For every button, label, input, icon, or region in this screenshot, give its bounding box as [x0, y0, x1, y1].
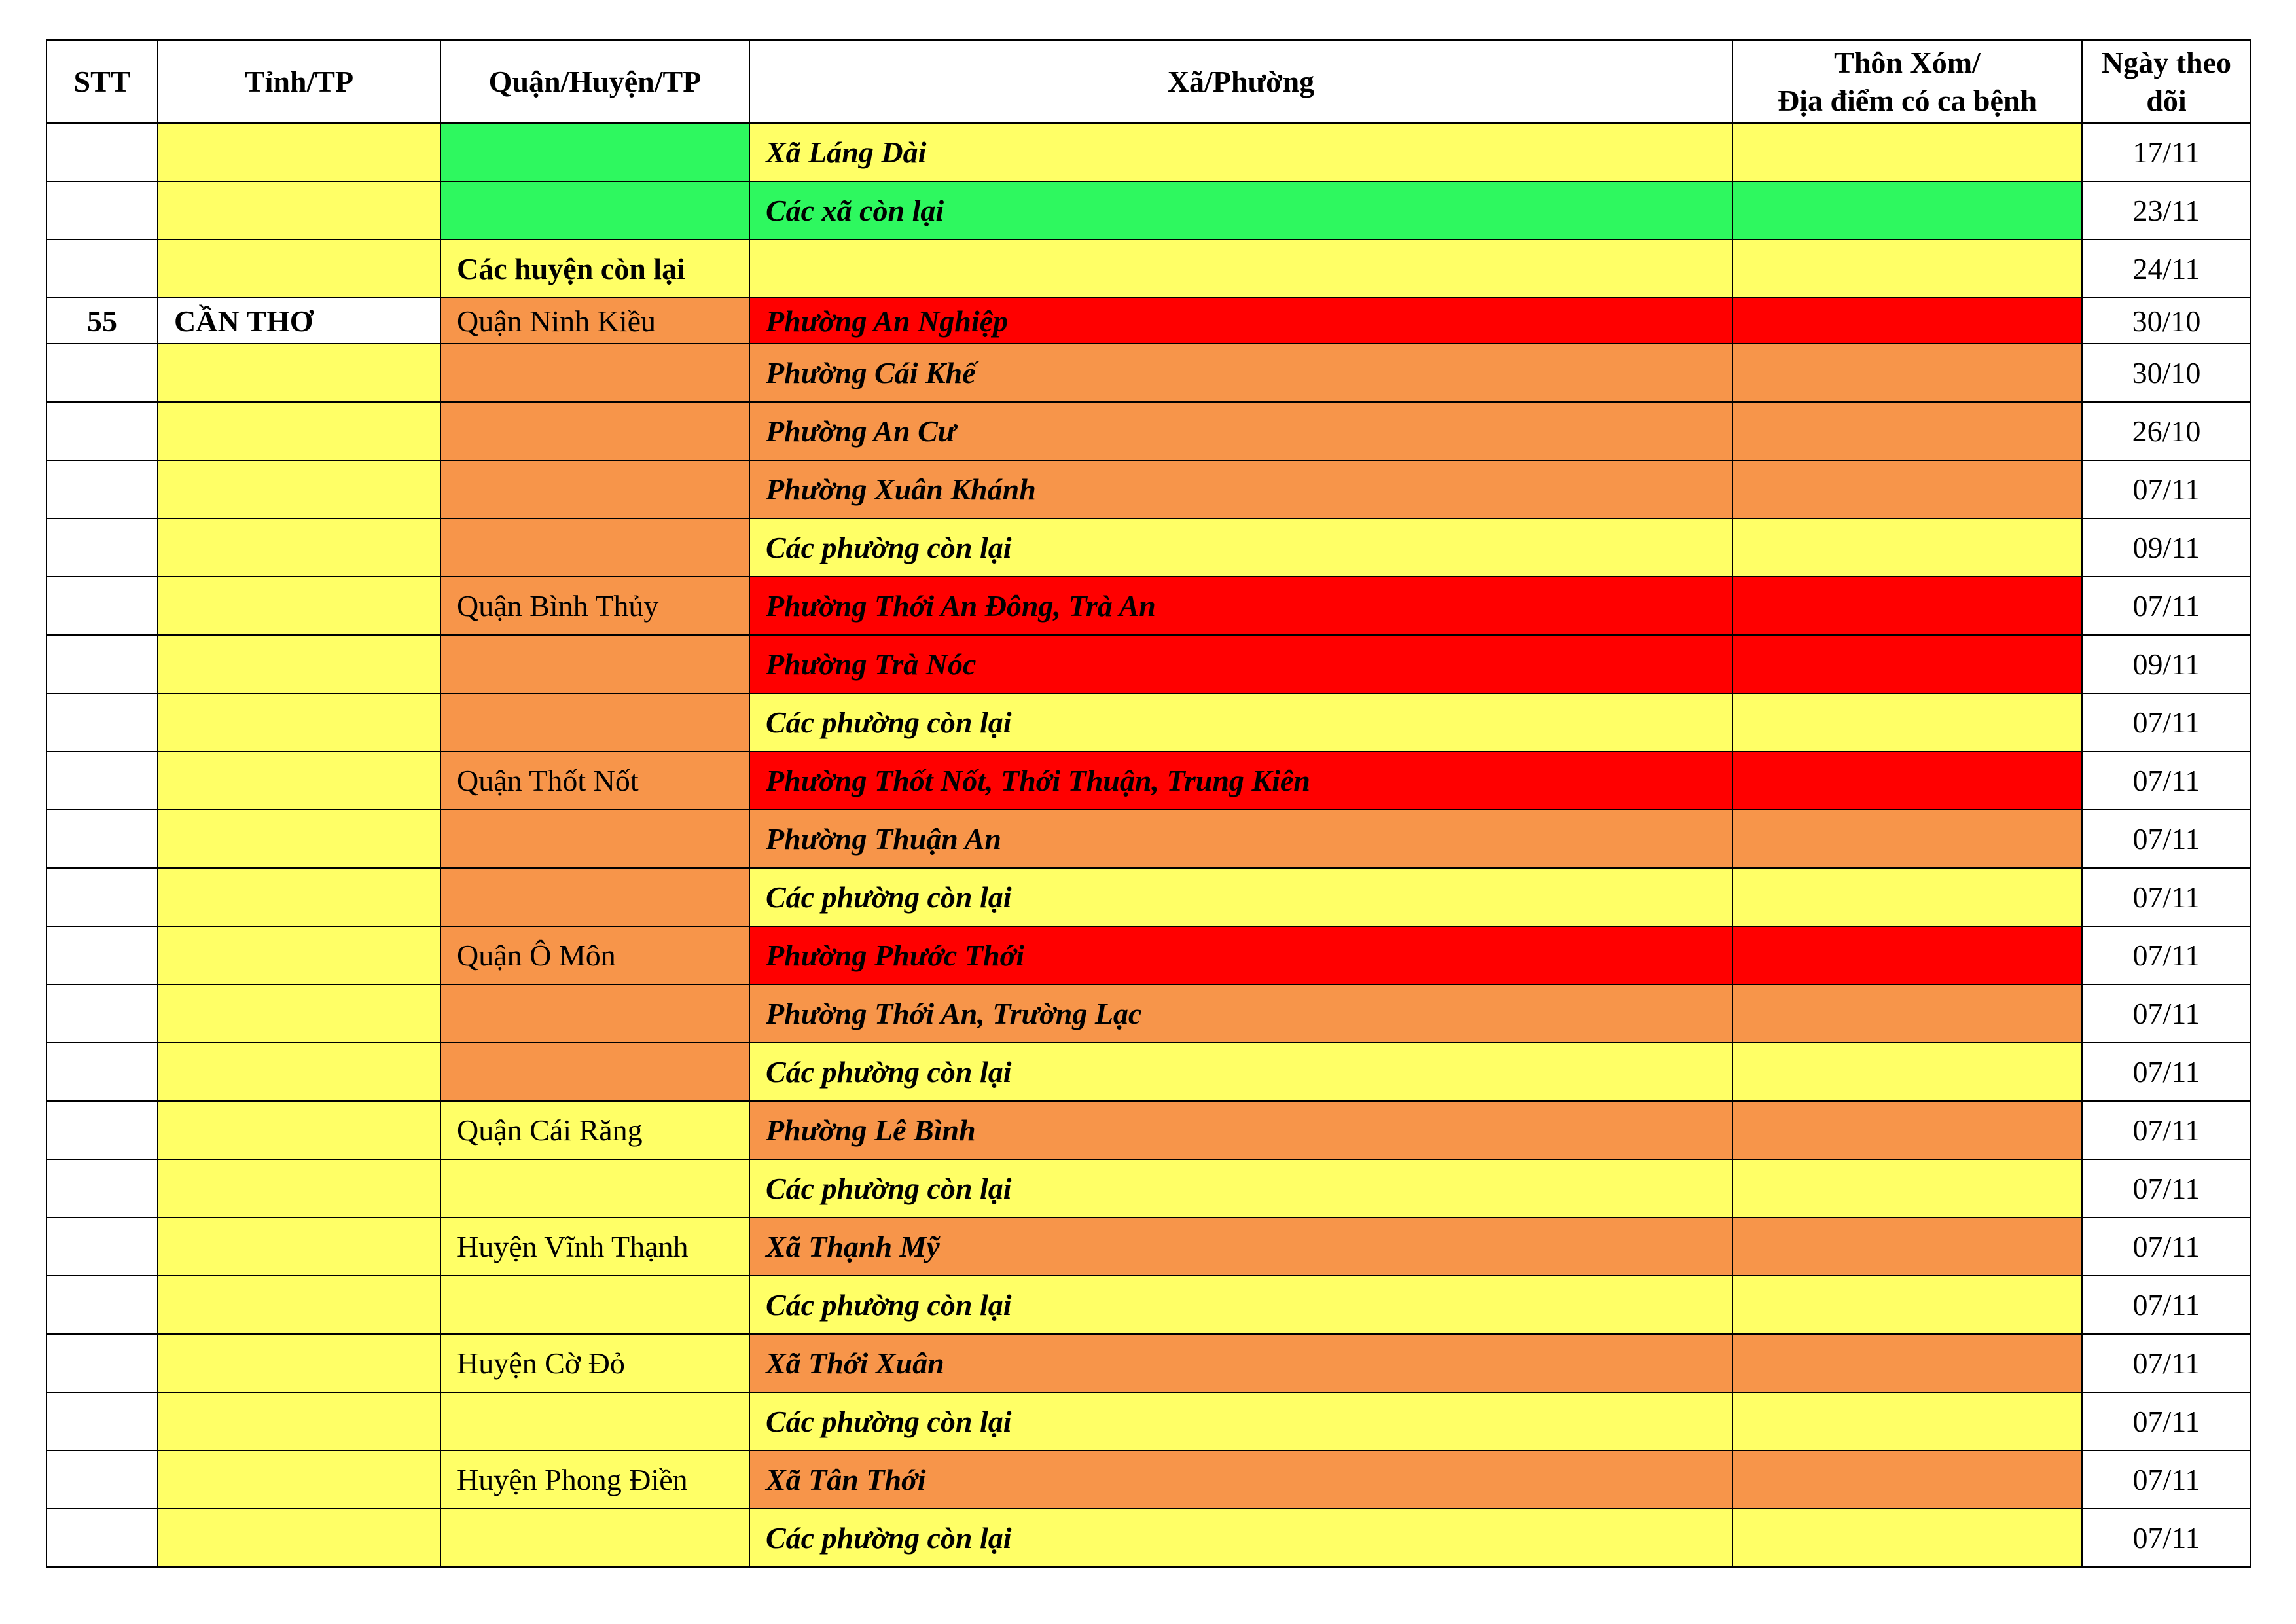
table-row: [46, 402, 2251, 460]
cell-stt: [46, 1159, 158, 1218]
cell-hamlet: [1732, 181, 2082, 240]
cell-stt: [46, 1276, 158, 1334]
cell-district: [440, 1509, 749, 1567]
cell-hamlet: [1732, 240, 2082, 298]
cell-ward: Phường Thới An, Trường Lạc: [749, 984, 1732, 1043]
cell-district: Quận Cái Răng: [440, 1101, 749, 1159]
header-district: Quận/Huyện/TP: [440, 40, 749, 123]
cell-hamlet: [1732, 344, 2082, 402]
cell-date: 30/10: [2082, 344, 2251, 402]
cell-district: [440, 181, 749, 240]
cell-ward: Xã Tân Thới: [749, 1451, 1732, 1509]
table-row: [46, 1159, 2251, 1218]
cell-ward: Phường Thốt Nốt, Thới Thuận, Trung Kiên: [749, 751, 1732, 810]
cell-hamlet: [1732, 810, 2082, 868]
cell-stt: [46, 402, 158, 460]
cell-date: 17/11: [2082, 123, 2251, 181]
cell-hamlet: [1732, 1451, 2082, 1509]
cell-stt: [46, 926, 158, 984]
table-row: [46, 1451, 2251, 1509]
cell-date: 07/11: [2082, 693, 2251, 751]
cell-district: Huyện Vĩnh Thạnh: [440, 1218, 749, 1276]
table-row: [46, 123, 2251, 181]
cell-date: 07/11: [2082, 1334, 2251, 1392]
table-row: [46, 693, 2251, 751]
table-row: [46, 240, 2251, 298]
cell-ward: Phường Xuân Khánh: [749, 460, 1732, 518]
cell-district: Quận Bình Thủy: [440, 577, 749, 635]
cell-ward: Các phường còn lại: [749, 1276, 1732, 1334]
header-ward: Xã/Phường: [749, 40, 1732, 123]
cell-hamlet: [1732, 1509, 2082, 1567]
cell-ward: Phường Trà Nóc: [749, 635, 1732, 693]
cell-district: Quận Thốt Nốt: [440, 751, 749, 810]
cell-province: [158, 1509, 440, 1567]
cell-hamlet: [1732, 693, 2082, 751]
cell-province: [158, 984, 440, 1043]
header-hamlet-line1: Thôn Xóm/: [1834, 46, 1981, 79]
cell-date: 07/11: [2082, 868, 2251, 926]
cell-date: 07/11: [2082, 1451, 2251, 1509]
cell-district: Các huyện còn lại: [440, 240, 749, 298]
cell-province: [158, 868, 440, 926]
cell-province: [158, 810, 440, 868]
cell-stt: [46, 1218, 158, 1276]
cell-stt: 55: [46, 298, 158, 344]
cell-province: [158, 1334, 440, 1392]
risk-level-table: [46, 39, 2251, 1568]
cell-province: [158, 123, 440, 181]
table-row: [46, 751, 2251, 810]
cell-district: [440, 693, 749, 751]
cell-district: [440, 460, 749, 518]
cell-date: 07/11: [2082, 1218, 2251, 1276]
cell-province: [158, 751, 440, 810]
cell-date: 23/11: [2082, 181, 2251, 240]
cell-stt: [46, 518, 158, 577]
cell-district: [440, 1159, 749, 1218]
cell-hamlet: [1732, 577, 2082, 635]
cell-ward: Phường Lê Bình: [749, 1101, 1732, 1159]
cell-date: 07/11: [2082, 1159, 2251, 1218]
cell-district: [440, 1276, 749, 1334]
cell-province: [158, 1101, 440, 1159]
cell-hamlet: [1732, 460, 2082, 518]
header-date-line1: Ngày theo: [2101, 46, 2232, 79]
cell-hamlet: [1732, 1276, 2082, 1334]
cell-ward: Phường Thuận An: [749, 810, 1732, 868]
header-hamlet-line2: Địa điểm có ca bệnh: [1777, 83, 2037, 117]
cell-date: 07/11: [2082, 1509, 2251, 1567]
cell-ward: Các xã còn lại: [749, 181, 1732, 240]
header-stt: STT: [46, 40, 158, 123]
cell-date: 07/11: [2082, 460, 2251, 518]
table-row: [46, 577, 2251, 635]
cell-stt: [46, 181, 158, 240]
cell-date: 07/11: [2082, 1276, 2251, 1334]
cell-hamlet: [1732, 298, 2082, 344]
cell-stt: [46, 693, 158, 751]
cell-date: 30/10: [2082, 298, 2251, 344]
cell-ward: Các phường còn lại: [749, 868, 1732, 926]
cell-province: [158, 518, 440, 577]
cell-district: [440, 402, 749, 460]
cell-hamlet: [1732, 1159, 2082, 1218]
cell-date: 07/11: [2082, 1101, 2251, 1159]
header-date: [2082, 40, 2251, 123]
cell-ward: Phường Cái Khế: [749, 344, 1732, 402]
cell-district: Quận Ô Môn: [440, 926, 749, 984]
cell-province: [158, 1276, 440, 1334]
table-row: [46, 1043, 2251, 1101]
cell-hamlet: [1732, 518, 2082, 577]
cell-district: [440, 984, 749, 1043]
cell-stt: [46, 1509, 158, 1567]
cell-date: 07/11: [2082, 926, 2251, 984]
cell-date: 09/11: [2082, 518, 2251, 577]
header-hamlet: [1732, 40, 2082, 123]
cell-district: [440, 810, 749, 868]
table-row: [46, 926, 2251, 984]
cell-district: [440, 1392, 749, 1451]
cell-province: [158, 577, 440, 635]
cell-province: [158, 181, 440, 240]
table-row: [46, 635, 2251, 693]
cell-stt: [46, 123, 158, 181]
table-row: [46, 984, 2251, 1043]
cell-stt: [46, 1451, 158, 1509]
cell-ward: Các phường còn lại: [749, 1509, 1732, 1567]
table-row: [46, 1334, 2251, 1392]
cell-province: [158, 1159, 440, 1218]
table-row: [46, 298, 2251, 344]
cell-district: [440, 868, 749, 926]
cell-ward: [749, 240, 1732, 298]
cell-date: 07/11: [2082, 1392, 2251, 1451]
cell-date: 07/11: [2082, 984, 2251, 1043]
cell-stt: [46, 868, 158, 926]
cell-hamlet: [1732, 984, 2082, 1043]
cell-province: [158, 926, 440, 984]
cell-ward: Các phường còn lại: [749, 1043, 1732, 1101]
cell-hamlet: [1732, 868, 2082, 926]
cell-province: [158, 402, 440, 460]
cell-date: 07/11: [2082, 751, 2251, 810]
cell-hamlet: [1732, 1218, 2082, 1276]
cell-date: 07/11: [2082, 577, 2251, 635]
table-row: [46, 810, 2251, 868]
cell-hamlet: [1732, 1043, 2082, 1101]
cell-stt: [46, 751, 158, 810]
cell-stt: [46, 1334, 158, 1392]
table-row: [46, 868, 2251, 926]
cell-date: 24/11: [2082, 240, 2251, 298]
cell-province: [158, 1218, 440, 1276]
cell-province: [158, 1451, 440, 1509]
table-row: [46, 1509, 2251, 1567]
cell-stt: [46, 810, 158, 868]
table-row: [46, 181, 2251, 240]
cell-ward: Xã Thạnh Mỹ: [749, 1218, 1732, 1276]
cell-province: [158, 635, 440, 693]
cell-date: 07/11: [2082, 1043, 2251, 1101]
header-row: [46, 40, 2251, 123]
table-row: [46, 460, 2251, 518]
cell-stt: [46, 635, 158, 693]
cell-ward: Phường Phước Thới: [749, 926, 1732, 984]
cell-province: [158, 460, 440, 518]
cell-stt: [46, 1101, 158, 1159]
cell-district: [440, 635, 749, 693]
cell-district: [440, 518, 749, 577]
cell-stt: [46, 1043, 158, 1101]
table-row: [46, 1101, 2251, 1159]
cell-stt: [46, 460, 158, 518]
cell-ward: Các phường còn lại: [749, 1392, 1732, 1451]
cell-hamlet: [1732, 1101, 2082, 1159]
cell-hamlet: [1732, 402, 2082, 460]
cell-district: [440, 344, 749, 402]
header-date-line2: dõi: [2146, 83, 2187, 117]
cell-province: [158, 1392, 440, 1451]
cell-district: Quận Ninh Kiều: [440, 298, 749, 344]
cell-province: [158, 240, 440, 298]
cell-district: [440, 123, 749, 181]
cell-ward: Phường Thới An Đông, Trà An: [749, 577, 1732, 635]
cell-hamlet: [1732, 751, 2082, 810]
table-row: [46, 518, 2251, 577]
cell-ward: Các phường còn lại: [749, 518, 1732, 577]
cell-ward: Các phường còn lại: [749, 1159, 1732, 1218]
cell-stt: [46, 984, 158, 1043]
cell-province: CẦN THƠ: [158, 298, 440, 344]
cell-stt: [46, 1392, 158, 1451]
cell-hamlet: [1732, 123, 2082, 181]
cell-stt: [46, 577, 158, 635]
table-row: [46, 1218, 2251, 1276]
cell-date: 26/10: [2082, 402, 2251, 460]
cell-hamlet: [1732, 926, 2082, 984]
cell-stt: [46, 344, 158, 402]
table-row: [46, 344, 2251, 402]
cell-district: Huyện Cờ Đỏ: [440, 1334, 749, 1392]
cell-district: Huyện Phong Điền: [440, 1451, 749, 1509]
header-province: Tỉnh/TP: [158, 40, 440, 123]
cell-hamlet: [1732, 1334, 2082, 1392]
cell-province: [158, 344, 440, 402]
cell-stt: [46, 240, 158, 298]
cell-province: [158, 1043, 440, 1101]
cell-ward: Các phường còn lại: [749, 693, 1732, 751]
cell-ward: Xã Thới Xuân: [749, 1334, 1732, 1392]
cell-ward: Phường An Nghiệp: [749, 298, 1732, 344]
cell-hamlet: [1732, 635, 2082, 693]
cell-ward: Xã Láng Dài: [749, 123, 1732, 181]
cell-ward: Phường An Cư: [749, 402, 1732, 460]
table-row: [46, 1392, 2251, 1451]
cell-district: [440, 1043, 749, 1101]
table-row: [46, 1276, 2251, 1334]
cell-province: [158, 693, 440, 751]
cell-hamlet: [1732, 1392, 2082, 1451]
cell-date: 09/11: [2082, 635, 2251, 693]
cell-date: 07/11: [2082, 810, 2251, 868]
